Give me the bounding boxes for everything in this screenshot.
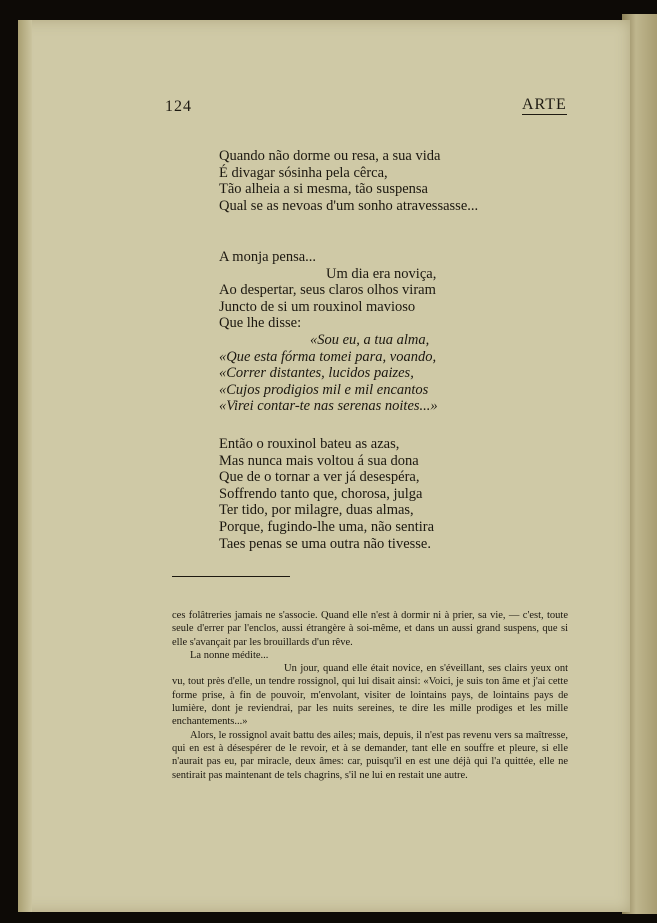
footnote-paragraph: ces folâtreries jamais ne s'associe. Quand elle n'est à dormir ni à prier, sa vie, — c'est, toute seule d'errer par l'enclos, aussi étrangère à soi-même, et dans un aussi grand suspens, que si elle s'avançait par les brouillards d'un rêve.: [172, 610, 568, 648]
poem-line-italic: «Que esta fórma tomei para, voando,: [219, 348, 437, 365]
running-head: ARTE: [522, 96, 567, 113]
poem-line: Porque, fugindo-lhe uma, não sentira: [219, 518, 435, 535]
poem-line: Que lhe disse:: [219, 315, 302, 332]
poem-line: Ao despertar, seus claros olhos viram: [219, 282, 436, 299]
poem-line-italic: «Sou eu, a tua alma,: [310, 331, 430, 348]
footnote-translation: [172, 609, 568, 782]
poem-line: A monja pensa...: [219, 249, 317, 265]
page-header: [0, 98, 657, 122]
poem-line-italic: «Virei contar-te nas serenas noites...»: [219, 398, 438, 415]
poem-line: Quando não dorme ou resa, a sua vida: [219, 148, 441, 164]
poem-line: Ter tido, por milagre, duas almas,: [219, 502, 414, 519]
poem-line: Qual se as nevoas d'um sonho atravessasse...: [219, 197, 479, 214]
footnote-paragraph: La nonne médite...: [190, 649, 269, 661]
footnote-paragraph: Alors, le rossignol avait battu des ailes; mais, depuis, il n'est pas revenu vers sa maîtresse, qui en est à désespérer de le revoir, et à se demander, tant elle en souffre et pleure, si elle n'aurait pas eu, par miracle, deux âmes: car, puisqu'il en est une déjà qui l'a quittée, elle ne sentirait pas maintenant de tels chagrins, s'il ne lui en restait une autre.: [172, 729, 568, 781]
poem-line-italic: «Correr distantes, lucidos paizes,: [219, 365, 414, 382]
footnote-rule: [172, 576, 290, 577]
footnote-paragraph: Un jour, quand elle était novice, en s'éveillant, ses clairs yeux ont vu, tout près d'elle, un tendre rossignol, qui lui disait ainsi: «Voici, je suis ton âme et j'ai cette forme prise, à fin de pouvoir, m'envolant, visiter de lointains pays, de lointains pays de lumière, dont je reviendrai, par les nuits sereines, te dire les mille prodiges et les mille enchantements...»: [172, 663, 568, 728]
poem-stanza-2: [219, 249, 438, 415]
poem-line: Mas nunca mais voltou á sua dona: [219, 452, 419, 469]
poem-line: Tão alheia a si mesma, tão suspensa: [219, 181, 428, 198]
poem-line: Soffrendo tanto que, chorosa, julga: [219, 485, 423, 502]
poem-stanza-1: [219, 148, 478, 214]
poem-line: Juncto de si um rouxinol mavioso: [219, 298, 416, 315]
poem-line-italic: «Cujos prodigios mil e mil encantos: [219, 381, 429, 398]
poem-line: Taes penas se uma outra não tivesse.: [219, 535, 431, 552]
poem-line: Que de o tornar a ver já desespéra,: [219, 469, 420, 486]
page-gutter: [18, 20, 32, 912]
page-number: 124: [165, 98, 192, 115]
poem-line: Um dia era noviça,: [326, 265, 437, 282]
poem-line: É divagar sósinha pela cêrca,: [219, 164, 388, 181]
poem-line: Então o rouxinol bateu as azas,: [219, 436, 400, 452]
poem-stanza-3: [219, 436, 434, 552]
